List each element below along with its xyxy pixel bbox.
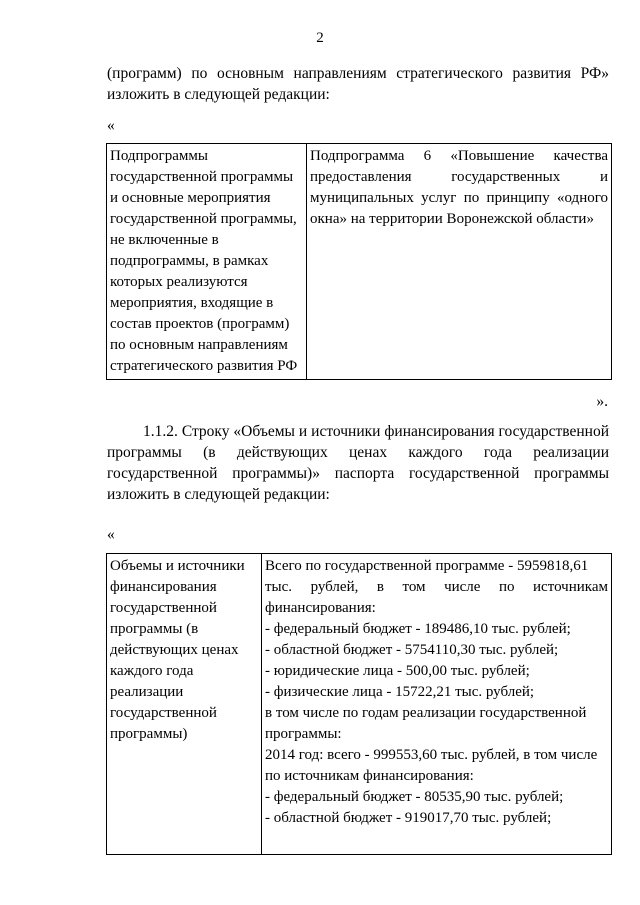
label-line: которых реализуются [110, 274, 248, 290]
value-line: - областной бюджет - 919017,70 тыс. рублей; [265, 810, 552, 826]
label-line: по основным направлениям [110, 337, 288, 353]
section-line-1: 1.1.2. Строку «Объемы и источники финансирования государственной [143, 423, 609, 440]
label-line: программы) [110, 726, 188, 742]
label-line: подпрограммы, в рамках [110, 253, 269, 269]
value-line: 2014 год: всего - 999553,60 тыс. рублей, в том числе [265, 747, 598, 763]
table-row [107, 554, 612, 855]
intro-paragraph [107, 63, 609, 105]
page-number: 2 [316, 30, 324, 46]
value-line: - физические лица - 15722,21 тыс. рублей; [265, 684, 535, 700]
value-line: - областной бюджет - 5754110,30 тыс. рублей; [265, 642, 559, 658]
value-line: тыс. рублей, в том числе по источникам [265, 579, 608, 595]
label-line: Объемы и источники [110, 558, 245, 574]
label-line: не включенные в [110, 232, 219, 248]
value-line: - юридические лица - 500,00 тыс. рублей; [265, 663, 530, 679]
label-line: Подпрограммы [110, 148, 208, 164]
financing-label [110, 556, 258, 745]
section-paragraph [107, 421, 609, 505]
financing-value-cell [262, 554, 612, 855]
value-line: - федеральный бюджет - 80535,90 тыс. рублей; [265, 789, 564, 805]
intro-line-2: изложить в следующей редакции: [107, 86, 330, 103]
open-quote-1: « [107, 117, 115, 134]
subprograms-value-cell [307, 144, 612, 380]
financing-label-cell [107, 554, 262, 855]
close-quote-1: ». [596, 393, 608, 410]
section-rest: программы (в действующих ценах каждого года реализации государственной программы)» паспорта государственной программы изложить в следующей редакции: [107, 444, 609, 503]
label-line: реализации [110, 684, 184, 700]
table-row [107, 144, 612, 380]
label-line: каждого года [110, 663, 194, 679]
subprograms-table [106, 143, 612, 380]
value-line: по источникам финансирования: [265, 768, 474, 784]
intro-line-1: (программ) по основным направлениям стратегического развития РФ» [107, 65, 609, 82]
value-line: финансирования: [265, 600, 376, 616]
label-line: государственной программы, [110, 211, 297, 227]
label-line: государственной [110, 600, 217, 616]
label-line: стратегического развития РФ [110, 358, 298, 374]
label-line: состав проектов (программ) [110, 316, 290, 332]
label-line: финансирования [110, 579, 217, 595]
financing-table [106, 553, 612, 855]
value-line: в том числе по годам реализации государственной [265, 705, 587, 721]
label-line: программы (в [110, 621, 199, 637]
label-line: государственной программы [110, 169, 294, 185]
value-line: Всего по государственной программе - 5959818,61 [265, 558, 589, 574]
subprograms-value: Подпрограмма 6 «Повышение качества предоставления государственных и муниципальных услуг по принципу «одного окна» на территории Воронежской области» [310, 148, 608, 227]
financing-value [265, 556, 608, 829]
value-line: - федеральный бюджет - 189486,10 тыс. рублей; [265, 621, 571, 637]
subprograms-label-cell [107, 144, 307, 380]
label-line: действующих ценах [110, 642, 239, 658]
label-line: и основные мероприятия [110, 190, 271, 206]
label-line: государственной [110, 705, 217, 721]
label-line: мероприятия, входящие в [110, 295, 274, 311]
subprograms-label [110, 146, 303, 377]
value-line: программы: [265, 726, 342, 742]
open-quote-2: « [107, 526, 115, 543]
